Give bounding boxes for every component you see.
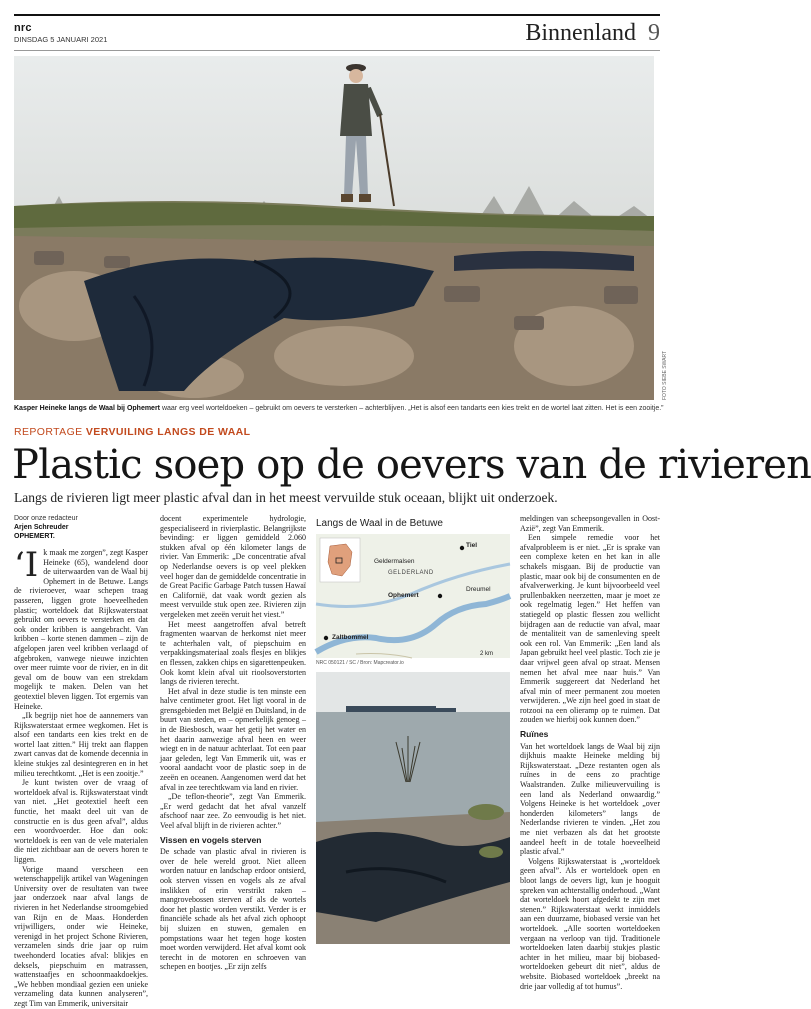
header-rule: [14, 50, 660, 51]
paragraph: Vorige maand verscheen een wetenschappelijk artikel van Wageningen University over de resultaten van twee jaar onderzoek naar afval langs de rivieren in het Nederlandse stroomgebied van Rijn en de Maas. Honderden vrijwilligers, onder wie Heineke, verenigd in het project Schone Rivieren, verzamelen sinds drie jaar op ruim tweehonderd locaties afval: blikjes en deksels, piepschuim en matrassen, wattenstaafjes en schoonmaakdoekjes. „We hebben mondiaal gezien een unieke verzameling data kunnen analyseren”, zegt Tim van Emmerik, universitair: [14, 864, 148, 1008]
top-rule: [14, 14, 660, 16]
river-photo: [316, 672, 510, 944]
kicker-topic: VERVUILING LANGS DE WAAL: [85, 426, 251, 438]
subheading: Vissen en vogels sterven: [160, 834, 262, 845]
caption-name: Kasper Heineke langs de Waal bij Ophemert: [14, 405, 161, 412]
map-credit: NRC 050121 / SC / Bron: Mapcreator.io: [316, 660, 404, 666]
byline-label: Door onze redacteur: [14, 515, 78, 522]
drop-cap: ‘I: [14, 545, 39, 585]
paragraph: Volgens Rijkswaterstaat is „worteldoek geen afval”. Als er worteldoek open en bloot langs de oevers ligt, kun je hooguit spreken van achterstallig onderhoud. „Want dat worteldoek hoort afgedekt te zijn met stenen.” Rijkswaterstaat werkt inmiddels aan een duurzame, biobased versie van het worteldoek. „Alle soorten worteldoeken vergaan na verloop van tijd. Traditionele worteldoeken laten daarbij stukjes plastic achter in het milieu, maar bij biobased-worteldoeken gebeurt dit niet”, aldus de website. Biobased worteldoek „breekt na drie jaar volledig af tot humus”.: [520, 856, 660, 991]
newspaper-logo: nrc: [14, 22, 32, 34]
byline-place: OPHEMERT.: [14, 533, 55, 540]
section-title: Binnenland: [525, 20, 636, 46]
river-photo-illustration: [316, 672, 510, 944]
paragraph: Het meest aangetroffen afval betreft fragmenten waarvan de herkomst niet meer te achterhalen valt, of piepschuim en verpakkingsmateriaal zoals flesjes en blikjes en flessen, zakken chips en sigarettenpeuken. Ook komt klein afval uit rioolsoverstorten langs de rivieren terecht.: [160, 619, 306, 687]
paragraph: Het afval in deze studie is ten minste een halve centimeter groot. Het ligt vooral in de grensgebieden met België en Duitsland, in de buurt van steden, en – opmerkelijk genoeg – in de Biesbosch, waar het getij het water en het daarin aanwezige afval heen en weer wiegt en in de natuur achterlaat. Tot een paar jaar geleden, legt Van Emmerik uit, was er vooral aandacht voor de plastic soep in de zeeën en oceanen. Aangenomen werd dat het afval in zee terechtkwam via land en rivier.: [160, 686, 306, 792]
byline: [14, 514, 146, 541]
locator-map: [316, 534, 510, 658]
article-kicker: [14, 426, 250, 438]
paragraph: Je kunt twisten over de vraag of worteldoek afval is. Rijkswaterstaat vindt van niet. „Het geotextiel heeft een functie, het maakt deel uit van de constructie en is dus geen afval”, aldus een woordvoerder. Hoe dan ook: worteldoek is een van de vele materialen die niet zichtbaar aan de oevers horen te liggen.: [14, 778, 148, 864]
map-label-tiel: Tiel: [466, 542, 478, 549]
kicker-prefix: REPORTAGE: [14, 426, 83, 438]
article-headline: Plastic soep op de oevers van de rivieren: [12, 442, 811, 488]
riverbank-photo-illustration: [14, 56, 654, 400]
map-scale: 2 km: [480, 651, 494, 657]
article-column-2: [160, 514, 306, 972]
map-title: Langs de Waal in de Betuwe: [316, 518, 443, 529]
paragraph: docent experimentele hydrologie, gespecialiseerd in rivierplastic. Belangrijkste bevinding: er liggen gemiddeld 2.060 stukken afval op één kilometer langs de rivier. Van Emmerik: „De concentratie afval op Nederlandse oevers is op veel plekken veel hoger dan de gemiddelde concentratie in de Great Pacific Garbage Patch tussen Hawaï en Californië, dat vaak wordt gezien als meest vervuilde stuk open zee. Rivieren zijn vergeleken met zeeën veruit het viest.”: [160, 514, 306, 619]
paragraph: k maak me zorgen”, zegt Kasper Heineke (65), wandelend door de uiterwaarden van de Waal bij Ophemert in de Betuwe. Langs de rivieroever, waar schepen traag passeren, liggen grote hoeveelheden plastic; worteldoek dat Rijkswaterstaat gebruikt om oevers te versterken en dat ook onder kribben is aangebracht. Van kribben – korte stenen dammen – zijn de afgelopen jaren veel kribben verlaagd of afgebroken, vanwege nieuwe inzichten over meer ruimte voor de rivier, en in dit geval om de bouw van een strekdam mogelijk te maken. Delen van het geotextiel bleven liggen. Tot ergernis van Heineke.: [14, 548, 148, 711]
map-label-dreumel: Dreumel: [466, 586, 491, 593]
map-label-gelderland: GELDERLAND: [388, 570, 434, 576]
map-label-ophemert: Ophemert: [388, 592, 419, 599]
paragraph: meldingen van scheepsongevallen in Oost-Azië”, zegt Van Emmerik.: [520, 514, 660, 533]
paragraph: „De teflon-theorie”, zegt Van Emmerik. „Er werd gedacht dat het afval vanzelf afschoof naar zee. Zo eenvoudig is het niet. Veel afval blijft in de rivieren achter.”: [160, 792, 306, 830]
article-column-4: [520, 514, 660, 991]
article-column-1: [14, 545, 148, 1009]
paragraph: „Ik begrijp niet hoe de aannemers van Rijkswaterstaat ermee wegkomen. Het is alsof een tandarts een kies trekt en de wortel laat zitten.” Hij trekt aan flappen zwart canvas dat de komende decennia in kleine stukjes zal desintegreren en in het milieu terechtkomt. „Het is een zooitje.”: [14, 711, 148, 778]
map-label-zaltbommel: Zaltbommel: [332, 634, 369, 641]
main-photo: [14, 56, 654, 400]
paragraph: De schade van plastic afval in rivieren is over de hele wereld groot. Niet alleen worden natuur en landschap erdoor ontsierd, ook sterven vissen en vogels als ze afval inslikken of erin verstrikt raken – mangrovebossen sterven af als de wortels door het plastic worden verstikt. Verder is er financiële schade als het afval zich ophoopt bij sluizen en stuwen, gemalen en pompstations waar het tegen hoge kosten moet worden verwijderd. Het afval komt ook terecht in de motoren en schroeven van schepen en bootjes. „Er zijn zelfs: [160, 847, 306, 972]
photo-credit: FOTO SIEBE SWART: [662, 350, 668, 400]
byline-name: Arjen Schreuder: [14, 524, 69, 531]
map-label-geldermalsen: Geldermalsen: [374, 558, 415, 565]
paragraph: Van het worteldoek langs de Waal bij zijn dijkhuis maakte Heineke melding bij Rijkswaterstaat. „Deze restanten ogen als ruïnes in de eens zo prachtige Waalstranden. Zulke milieuvervuiling is een land als Nederland onwaardig.” Volgens Heineke is het worteldoek „over honderden kilometers” langs de Nederlandse rivieren te vinden. „Het zou me niet verbazen als dat het grootste aandeel heeft in de totale hoeveelheid plastic afval.”: [520, 741, 660, 857]
dateline: DINSDAG 5 JANUARI 2021: [14, 35, 108, 44]
article-standfirst: Langs de rivieren ligt meer plastic afval dan in het meest vervuilde stuk oceaan, blijkt uit onderzoek.: [14, 490, 558, 505]
page-number: 9: [648, 20, 660, 46]
caption-text: waar erg veel worteldoeken – gebruikt om oevers te versterken – achterblijven. „Het is alsof een tandarts een kies trekt en de wortel laat zitten. Het is een zooitje.”: [160, 405, 664, 412]
photo-caption: [14, 405, 664, 412]
subheading: Ruïnes: [520, 729, 549, 740]
paragraph: Een simpele remedie voor het afvalprobleem is er niet. „Er is sprake van een complexe keten en het kan in alle schakels misgaan. Bij de productie van plastic, maar ook bij de consumenten en de afvalverwerking. Je kunt bijvoorbeeld veel prullenbakken neerzetten, maar je moet ze ook regelmatig legen.” Het heffen van statiegeld op plastic flessen zou wellicht bijdragen aan de reductie van afval, maar de mentaliteit van de samenleving speelt ook een rol. Van Emmerik: „Een land als Japan gebruikt heel veel plastic. Toch zie je daar vrijwel geen afval op straat. Mensen nemen het afval mee naar huis.” Van Emmerik suggereert dat Nederland het afval min of meer permanent zou moeten verwijderen. „We zijn heel goed in staat de rotzooi na een olieramp op te ruimen. Dat zouden we hierbij ook kunnen doen.”: [520, 533, 660, 725]
